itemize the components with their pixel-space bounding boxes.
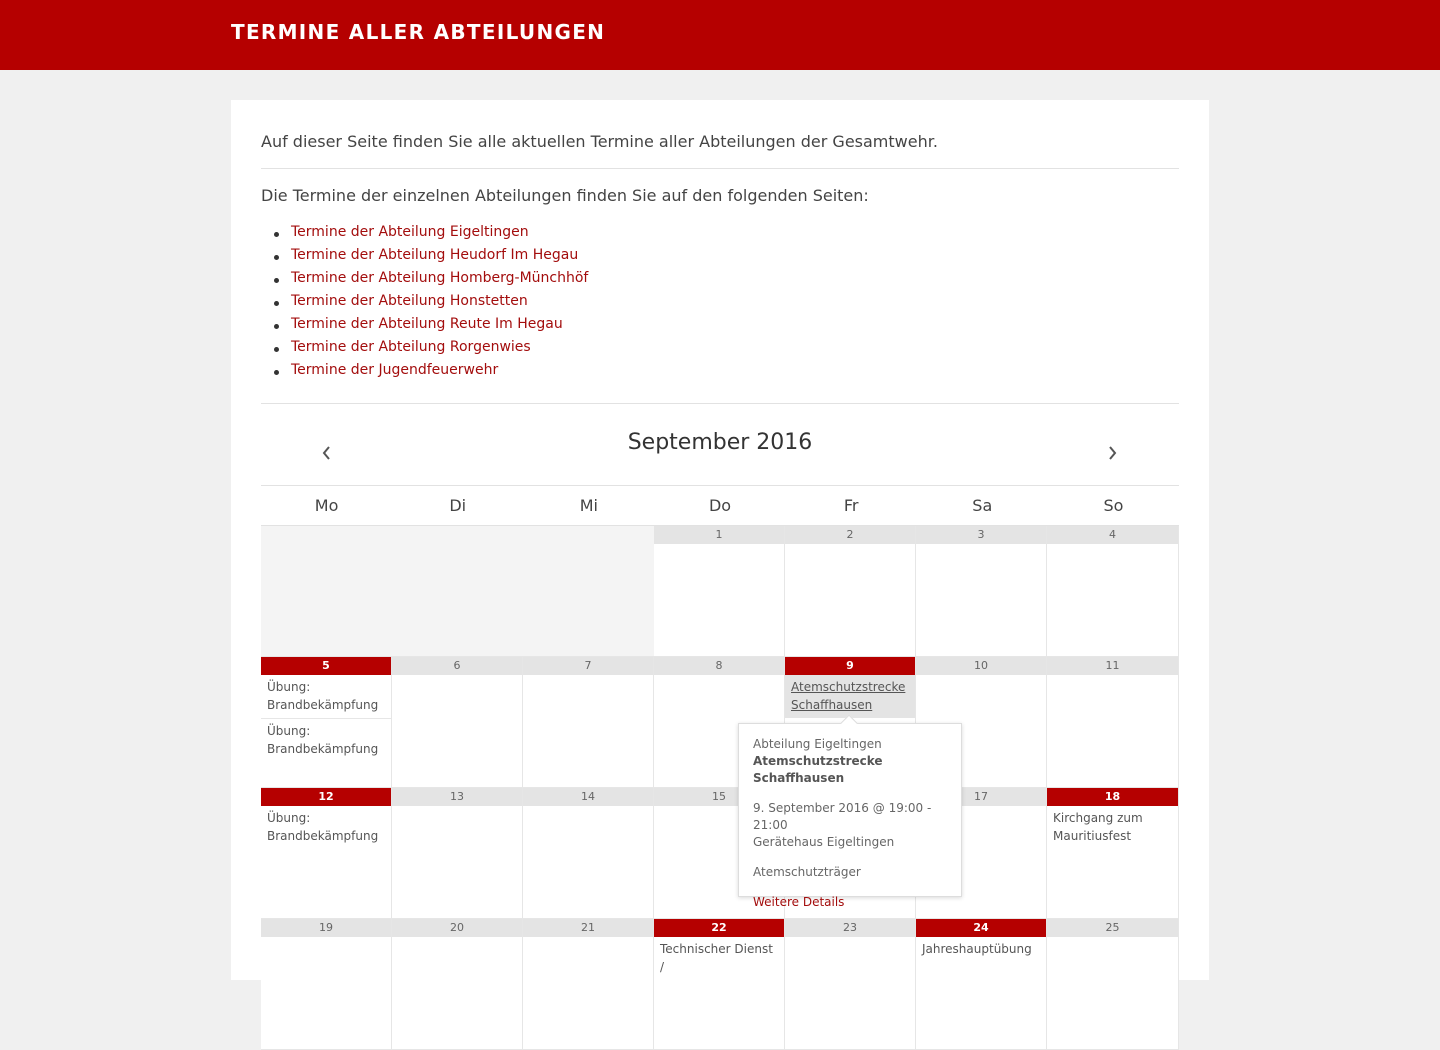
calendar-day-cell <box>916 526 1047 657</box>
day-number: 6 <box>392 657 522 675</box>
calendar-day-cell <box>654 526 785 657</box>
day-number: 17 <box>916 788 1046 806</box>
calendar-day-cell <box>261 919 392 1050</box>
day-number: 15 <box>654 788 784 806</box>
calendar-week-row <box>261 657 1179 788</box>
weekday-label: Di <box>449 496 467 515</box>
calendar-day-cell <box>1047 788 1179 919</box>
link-homberg[interactable]: Termine der Abteilung Homberg-Münchhöf <box>291 270 589 286</box>
popup-location: Gerätehaus Eigeltingen <box>753 835 895 849</box>
calendar-week-row <box>261 788 1179 919</box>
calendar-day-cell <box>392 788 523 919</box>
day-number: 22 <box>654 919 784 937</box>
calendar-event[interactable] <box>261 675 391 718</box>
content-card <box>231 100 1209 980</box>
day-number: 12 <box>261 788 391 806</box>
calendar-day-cell <box>1047 919 1179 1050</box>
day-number: 14 <box>523 788 653 806</box>
day-number: 5 <box>261 657 391 675</box>
day-number: 4 <box>1047 526 1178 544</box>
calendar-day-cell <box>523 788 654 919</box>
calendar-day-cell <box>916 919 1047 1050</box>
calendar-event[interactable] <box>654 937 784 980</box>
day-number: 11 <box>1047 657 1178 675</box>
link-honstetten[interactable]: Termine der Abteilung Honstetten <box>291 293 528 309</box>
list-item <box>291 362 588 385</box>
day-number: 2 <box>785 526 915 544</box>
day-number: 25 <box>1047 919 1178 937</box>
intro-text: Auf dieser Seite finden Sie alle aktuellen Termine aller Abteilungen der Gesamtwehr. <box>261 132 938 151</box>
list-item <box>291 293 588 316</box>
day-number: 20 <box>392 919 522 937</box>
calendar-day-cell <box>1047 657 1179 788</box>
popup-datetime: 9. September 2016 @ 19:00 - 21:00 <box>753 801 932 832</box>
event-label: Übung: Brandbekämpfung <box>267 724 379 756</box>
event-popup <box>738 723 962 909</box>
link-eigeltingen[interactable]: Termine der Abteilung Eigeltingen <box>291 224 529 240</box>
calendar-event[interactable] <box>261 806 391 849</box>
day-number: 18 <box>1047 788 1178 806</box>
calendar-day-cell <box>392 919 523 1050</box>
chevron-right-icon <box>1102 443 1122 463</box>
popup-category: Atemschutzträger <box>753 865 861 879</box>
list-item <box>291 339 588 362</box>
links-intro-text: Die Termine der einzelnen Abteilungen finden Sie auf den folgenden Seiten: <box>261 186 869 205</box>
weekday-header <box>261 486 1179 526</box>
calendar-month-title: September 2016 <box>627 430 813 455</box>
event-label: Technischer Dienst / <box>660 942 773 974</box>
link-jugendfeuerwehr[interactable]: Termine der Jugendfeuerwehr <box>291 362 499 378</box>
calendar-day-cell <box>785 526 916 657</box>
list-item <box>291 316 588 339</box>
weekday-label: Sa <box>972 496 993 515</box>
popup-details-link[interactable]: Weitere Details <box>753 895 845 909</box>
weekday-label: Do <box>708 496 732 515</box>
calendar-day-cell <box>785 919 916 1050</box>
page-title: TERMINE ALLER ABTEILUNGEN <box>231 20 606 44</box>
day-number: 8 <box>654 657 784 675</box>
department-links-list <box>291 224 588 385</box>
calendar-event[interactable] <box>916 937 1046 962</box>
divider <box>261 403 1179 404</box>
day-number: 3 <box>916 526 1046 544</box>
top-header-bar <box>0 0 1440 70</box>
day-number: 1 <box>654 526 784 544</box>
day-number: 10 <box>916 657 1046 675</box>
link-reute[interactable]: Termine der Abteilung Reute Im Hegau <box>291 316 563 332</box>
calendar-week-row <box>261 526 1179 657</box>
calendar-day-cell <box>523 657 654 788</box>
calendar-day-cell <box>261 788 392 919</box>
list-item <box>291 270 588 293</box>
weekday-label: So <box>1103 496 1124 515</box>
weekday-label: Mo <box>314 496 339 515</box>
day-number: 19 <box>261 919 391 937</box>
link-rorgenwies[interactable]: Termine der Abteilung Rorgenwies <box>291 339 531 355</box>
event-label: Jahreshauptübung <box>922 942 1032 956</box>
calendar-day-cell <box>523 919 654 1050</box>
event-label: Atemschutzstrecke Schaffhausen <box>791 680 906 712</box>
calendar-event[interactable] <box>261 718 391 762</box>
list-item <box>291 247 588 270</box>
empty-day-block <box>261 526 654 657</box>
day-number: 7 <box>523 657 653 675</box>
day-number: 13 <box>392 788 522 806</box>
day-number: 23 <box>785 919 915 937</box>
weekday-label: Mi <box>579 496 598 515</box>
calendar-grid <box>261 526 1179 1050</box>
calendar-day-cell <box>261 657 392 788</box>
day-number: 9 <box>785 657 915 675</box>
day-number: 24 <box>916 919 1046 937</box>
calendar-day-cell <box>392 657 523 788</box>
event-label: Kirchgang zum Mauritiusfest <box>1053 811 1143 843</box>
calendar-event[interactable] <box>785 675 915 718</box>
day-number: 21 <box>523 919 653 937</box>
link-heudorf[interactable]: Termine der Abteilung Heudorf Im Hegau <box>291 247 579 263</box>
popup-department: Abteilung Eigeltingen <box>753 737 882 751</box>
list-item <box>291 224 588 247</box>
event-label: Übung: Brandbekämpfung <box>267 680 379 712</box>
popup-event-title: Atemschutzstrecke Schaffhausen <box>753 754 883 785</box>
calendar-week-row <box>261 919 1179 1050</box>
weekday-label: Fr <box>843 496 859 515</box>
calendar-day-cell <box>1047 526 1179 657</box>
divider <box>261 168 1179 169</box>
event-label: Übung: Brandbekämpfung <box>267 811 379 843</box>
next-month-button[interactable] <box>1102 443 1122 463</box>
calendar-event[interactable] <box>1047 806 1178 849</box>
calendar-day-cell <box>654 919 785 1050</box>
